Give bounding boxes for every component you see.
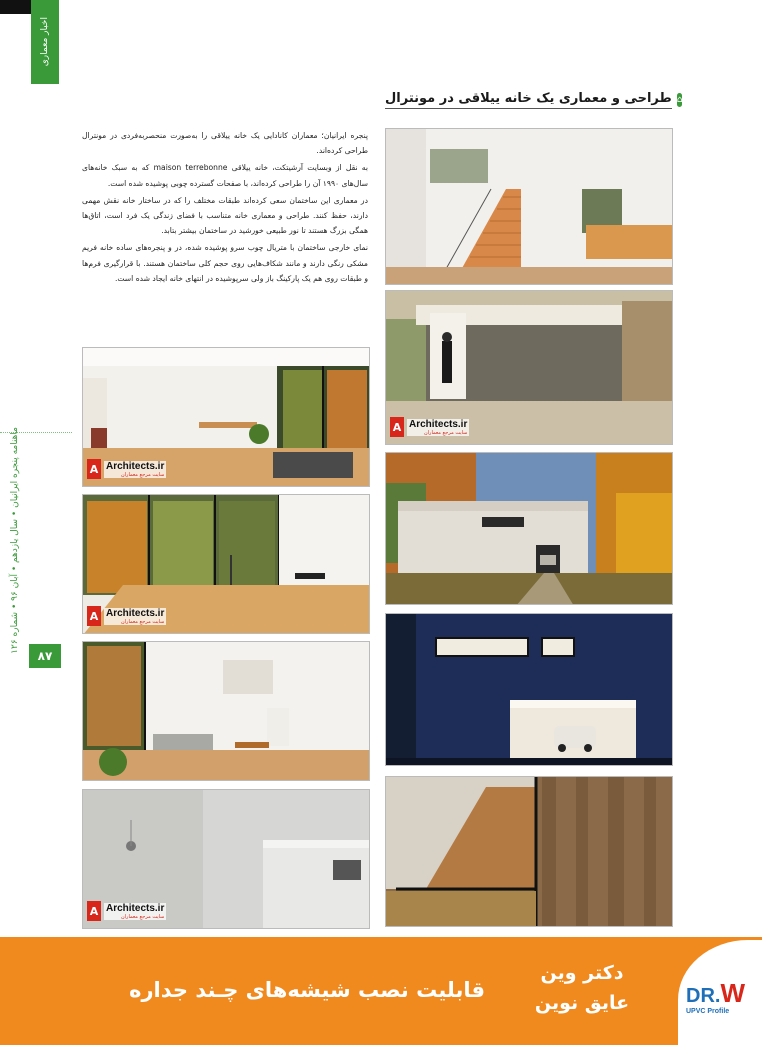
article-title: طراحی و معماری یک خانه ییلاقی در مونترال: [385, 91, 672, 109]
lounge-image: [83, 642, 370, 781]
watermark-main: Architects.ir: [106, 902, 165, 914]
architects-logo-icon: A: [87, 901, 101, 921]
photo-house-night: [385, 613, 673, 766]
stair-interior-image: [386, 129, 673, 285]
section-tab-label: اخبار معماری: [40, 17, 50, 67]
watermark: [87, 456, 166, 482]
watermark-main: Architects.ir: [409, 418, 468, 430]
article-paragraph: نمای خارجی ساختمان با متریال چوب سرو پوشیده شده، در و پنجره‌های ساده خانه فریم مشکی رنگی دارند و مانند شکاف‌هایی روی حجم کلی ساختمان هستند. با قرارگیری فرم‌ها و طبقات روی هم یک پارکینگ باز ولی سرپوشیده در انتهای خانه ایجاد شده است.: [82, 243, 368, 283]
watermark: [87, 898, 166, 924]
article-paragraph: به نقل از وبسایت آرشیتکت، خانه ییلاقی maison terrebonne که به سبک خانه‌های سال‌های ۱۹۹۰ آن را طراحی کرده‌اند، با صفحات گسترده چوبی پوشیده شده است.: [82, 163, 368, 188]
brand-line-1: دکتر وین: [540, 962, 624, 984]
section-tab: [31, 0, 59, 84]
architects-logo-icon: A: [87, 459, 101, 479]
photo-kitchen: [82, 494, 370, 634]
issue-info-text: ماهنامه پنجره ایرانیان • سال یازدهم • آبان ۹۶ • شماره ۱۲۶: [10, 426, 20, 654]
wood-facade-image: [386, 777, 673, 927]
footer-headline: قابلیت نصب شیشه‌های چـند جداره: [129, 978, 485, 1002]
article-heading: [385, 88, 683, 112]
watermark-sub: سایت مرجع معماران: [407, 430, 469, 436]
logo-big-letter: W: [720, 978, 745, 1008]
footer-brand-text: [512, 958, 652, 1024]
watermark-main: Architects.ir: [106, 460, 165, 472]
photo-lounge: [82, 641, 370, 781]
article-paragraph: پنجره ایرانیان؛ معماران کانادایی یک خانه ییلاقی را به‌صورت منحصربه‌فردی در مونترال طراحی کرده‌اند.: [82, 131, 368, 156]
photo-stair-interior: [385, 128, 673, 285]
top-black-bar: [0, 0, 31, 14]
watermark-sub: سایت مرجع معماران: [104, 914, 166, 920]
photo-wood-facade: [385, 776, 673, 927]
house-night-image: [386, 614, 673, 766]
article-paragraph: در معماری این ساختمان سعی کرده‌اند طبقات مختلف را که در ساختار خانه نقش مهمی دارند، حفظ کنند. طراحی و معماری خانه متناسب با فضای زندگی یک فرد است، اتاق‌ها همگی بزرگ هستند تا نور طبیعی خورشید در ساختمان بیشتر بتابد.: [82, 195, 368, 236]
architects-logo-icon: A: [87, 606, 101, 626]
photo-living-room: [82, 347, 370, 487]
photo-bathroom: [82, 789, 370, 929]
watermark-sub: سایت مرجع معماران: [104, 472, 166, 478]
logo-main: DR.: [686, 985, 721, 1007]
watermark-sub: سایت مرجع معماران: [104, 619, 166, 625]
house-autumn-image: [386, 453, 673, 605]
watermark-main: Architects.ir: [106, 607, 165, 619]
architects-logo-icon: A: [390, 417, 404, 437]
watermark: [87, 603, 166, 629]
logo-subtitle: UPVC Profile: [686, 1008, 730, 1015]
brand-line-2: عایق نوین: [534, 992, 630, 1014]
watermark: [390, 414, 469, 440]
page-number: ۸۷: [29, 644, 61, 668]
building-icon: ⌂: [676, 95, 683, 105]
side-issue-info: [4, 426, 26, 654]
photo-covered-parking: [385, 290, 673, 445]
article-body: [82, 128, 368, 340]
logo-wordmark: [686, 978, 745, 1009]
photo-house-autumn: [385, 452, 673, 605]
